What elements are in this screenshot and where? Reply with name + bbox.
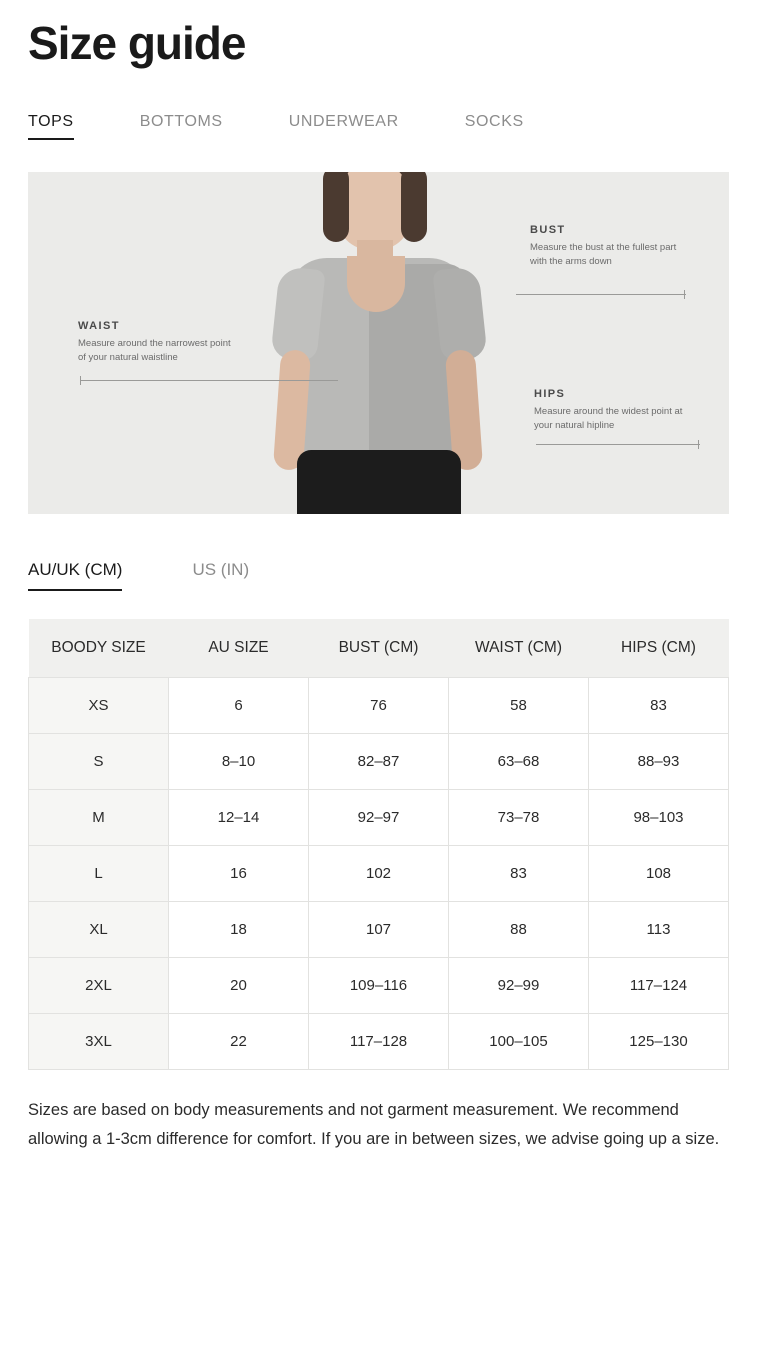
table-row [29,678,729,734]
cell-bust: 107 [309,902,449,958]
tab-bottoms[interactable]: BOTTOMS [139,113,223,131]
bust-guide-cap [684,290,685,299]
cell-hips: 113 [589,902,729,958]
hair-left-shape [323,172,349,242]
cell-size: M [29,790,169,846]
tab-tops[interactable]: TOPS [28,113,74,140]
table-header-row [29,619,729,678]
cell-waist: 92–99 [449,958,589,1014]
cell-waist: 88 [449,902,589,958]
pants-shape [297,450,461,514]
bust-annotation-title: BUST [530,224,566,237]
table-row [29,734,729,790]
cell-au-size: 6 [169,678,309,734]
size-table-body [29,678,729,1070]
cell-waist: 58 [449,678,589,734]
cell-waist: 100–105 [449,1014,589,1070]
size-guide-page [0,8,757,1357]
bust-annotation [530,224,690,269]
header-bust-cm: BUST (CM) [309,619,449,678]
table-row [29,958,729,1014]
cell-waist: 73–78 [449,790,589,846]
hair-right-shape [401,172,427,242]
table-row [29,790,729,846]
table-row [29,902,729,958]
sleeve-left-shape [270,266,325,362]
cell-size: 3XL [29,1014,169,1070]
tab-us-in[interactable]: US (IN) [192,560,250,580]
header-boody-size: BOODY SIZE [29,619,169,678]
cell-au-size: 20 [169,958,309,1014]
table-row [29,846,729,902]
hips-annotation [534,388,694,433]
waist-annotation-desc: Measure around the narrowest point of your natural waistline [78,338,231,363]
cell-bust: 92–97 [309,790,449,846]
cell-waist: 63–68 [449,734,589,790]
waist-guide-line [80,380,338,381]
hips-guide-line [536,444,700,445]
cell-au-size: 8–10 [169,734,309,790]
hips-annotation-desc: Measure around the widest point at your natural hipline [534,406,683,431]
cell-hips: 117–124 [589,958,729,1014]
cell-size: L [29,846,169,902]
cell-hips: 125–130 [589,1014,729,1070]
sleeve-right-shape [432,266,487,362]
cell-size: XS [29,678,169,734]
unit-tabs [28,560,729,591]
header-au-size: AU SIZE [169,619,309,678]
tab-socks[interactable]: SOCKS [464,113,524,131]
cell-size: S [29,734,169,790]
cell-hips: 108 [589,846,729,902]
cell-bust: 76 [309,678,449,734]
cell-bust: 109–116 [309,958,449,1014]
waist-annotation [78,320,238,365]
header-waist-cm: WAIST (CM) [449,619,589,678]
cell-au-size: 22 [169,1014,309,1070]
cell-bust: 117–128 [309,1014,449,1070]
collar-shape [347,256,405,312]
cell-bust: 82–87 [309,734,449,790]
bust-guide-line [516,294,686,295]
cell-bust: 102 [309,846,449,902]
page-title: Size guide [28,17,246,69]
table-row [29,1014,729,1070]
tab-au-uk-cm[interactable]: AU/UK (CM) [28,560,122,591]
waist-annotation-title: WAIST [78,320,120,333]
tab-underwear[interactable]: UNDERWEAR [288,113,399,131]
hips-guide-cap [698,440,699,449]
measurement-diagram-image [28,172,729,514]
header-hips-cm: HIPS (CM) [589,619,729,678]
model-illustration [249,172,509,514]
cell-au-size: 16 [169,846,309,902]
cell-size: 2XL [29,958,169,1014]
cell-au-size: 12–14 [169,790,309,846]
cell-hips: 98–103 [589,790,729,846]
size-table [28,619,729,1070]
sizing-note: Sizes are based on body measurements and not garment measurement. We recommend allowing a 1-3cm difference for comfort. If you are in between sizes, we advise going up a size. [28,1101,720,1148]
cell-waist: 83 [449,846,589,902]
cell-hips: 88–93 [589,734,729,790]
waist-guide-cap [80,376,81,385]
size-table-head [29,619,729,678]
cell-hips: 83 [589,678,729,734]
cell-au-size: 18 [169,902,309,958]
cell-size: XL [29,902,169,958]
hips-annotation-title: HIPS [534,388,566,401]
category-tabs [28,113,729,140]
bust-annotation-desc: Measure the bust at the fullest part with the arms down [530,242,677,267]
